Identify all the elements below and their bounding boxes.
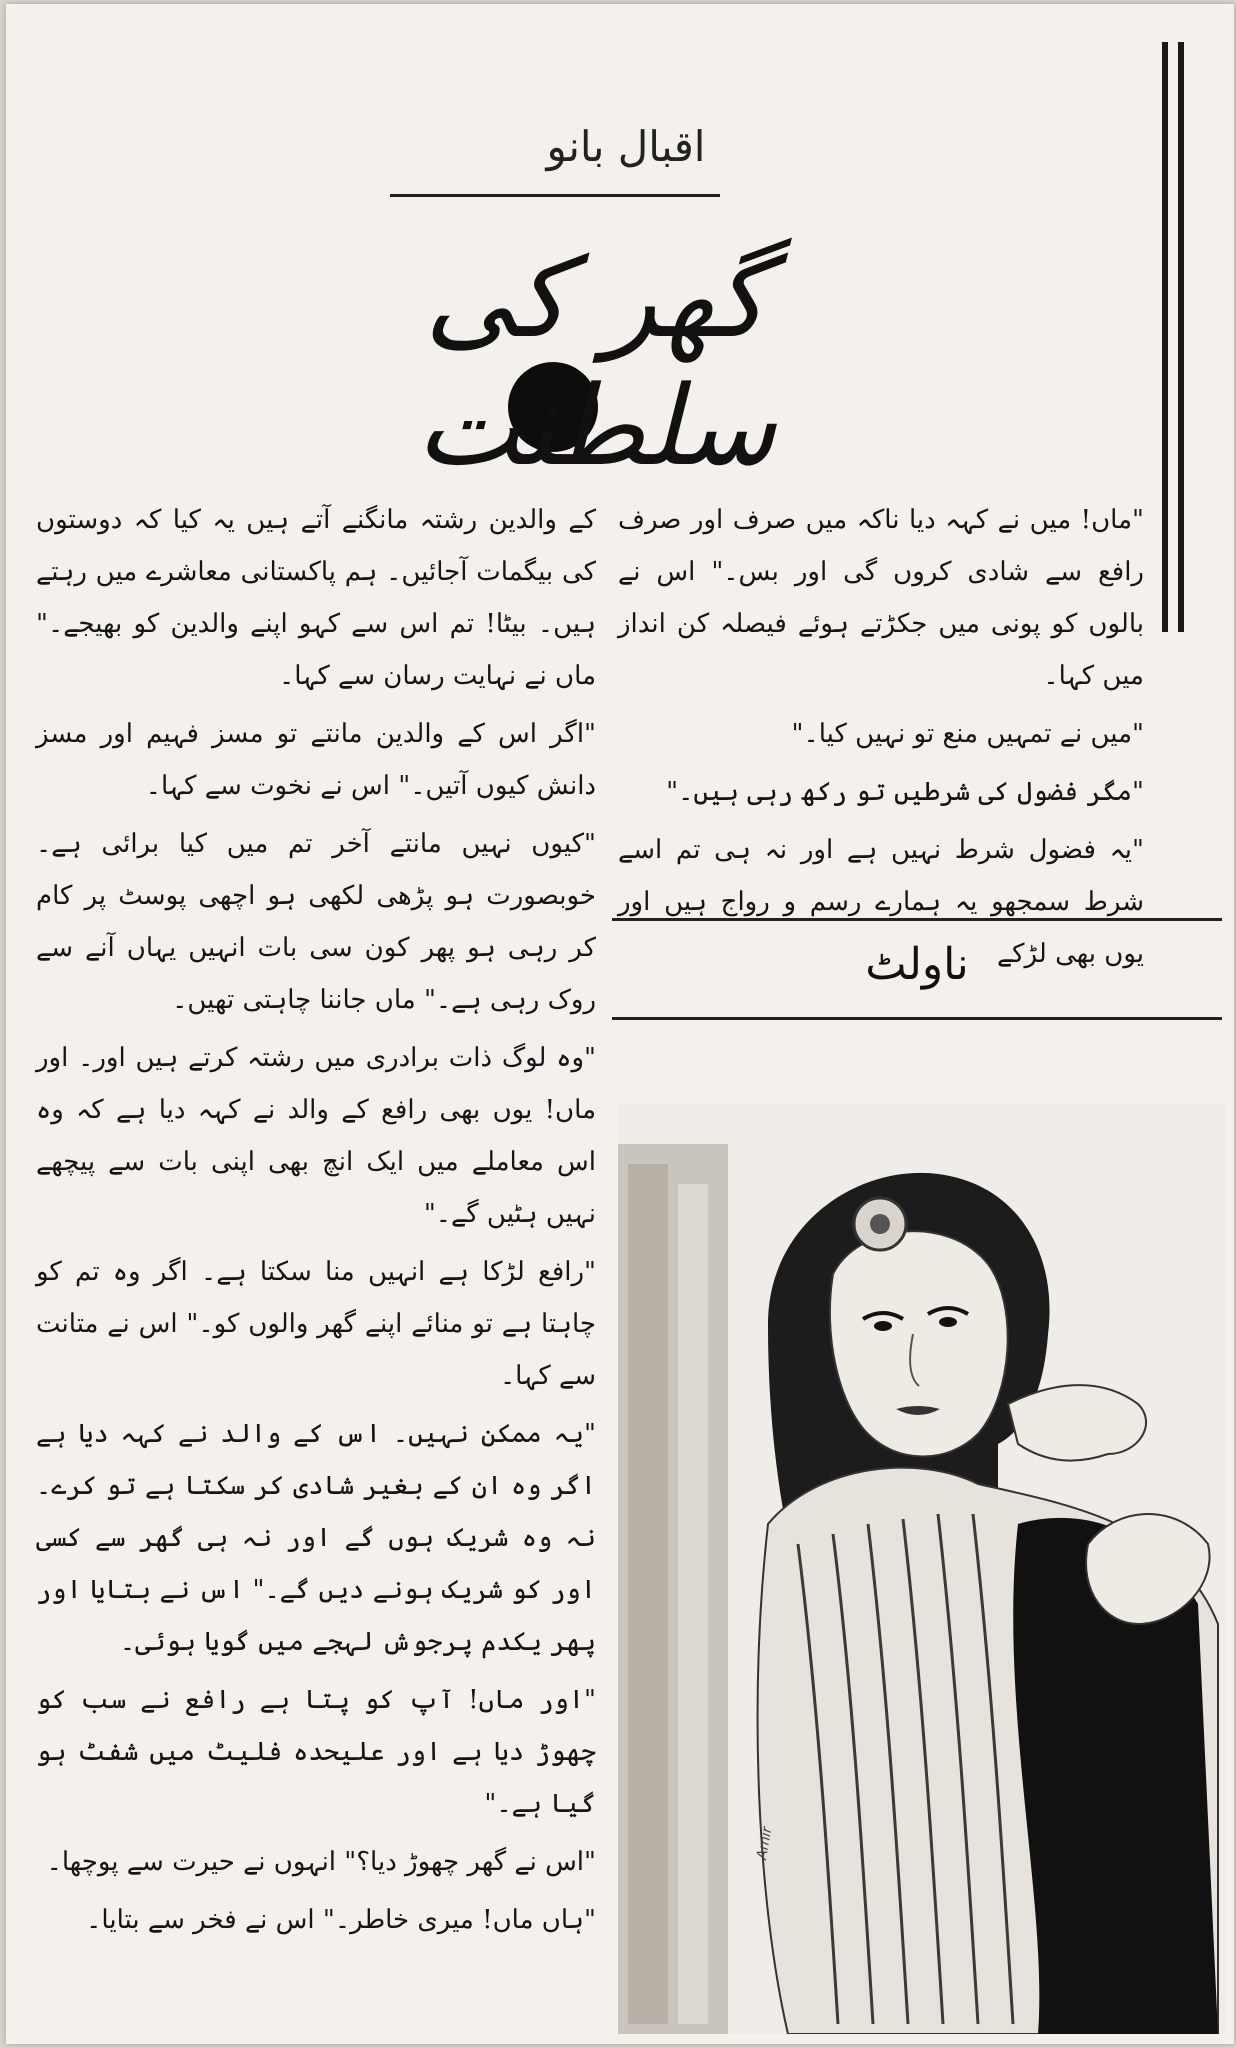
paragraph: "کیوں نہیں مانتے آخر تم میں کیا برائی ہے۔ خوبصورت ہو پڑھی لکھی ہو اچھی پوسٹ پر کام کر رہی ہو پھر کون سی بات انہیں یہاں آنے سے روک رہی ہے۔" ماں جاننا چاہتی تھیں۔ — [36, 829, 596, 1015]
paragraph: "مگر فضول کی شرطیں تو رکھ رہی ہیں۔" — [666, 777, 1144, 807]
right-text-column — [618, 494, 1144, 986]
author-name: اقبال بانو — [546, 122, 706, 171]
paragraph: "یہ ممکن نہیں۔ اس کے والد نے کہہ دیا ہے اگر وہ ان کے بغیر شادی کر سکتا ہے تو کرے۔ نہ وہ شریک ہوں گے اور نہ ہی گھر سے کسی اور کو شریک ہونے دیں گے۔" اس نے بتایا اور پھر یکدم پرجوش لہجے میں گویا ہوئی۔ — [36, 1419, 596, 1657]
paragraph: "اور ماں! آپ کو پتا ہے رافع نے سب کو چھوڑ دیا ہے اور علیحدہ فلیٹ میں شفٹ ہو گیا ہے۔" — [36, 1685, 596, 1819]
genre-tag: ناولٹ — [865, 939, 969, 990]
story-title-text: گھر کی سلطنت — [415, 234, 777, 490]
paragraph: "اگر اس کے والدین مانتے تو مسز فہیم اور مسز دانش کیوں آتیں۔" اس نے نخوت سے کہا۔ — [36, 719, 596, 801]
left-text-column — [36, 494, 596, 1952]
genre-tag-box — [612, 918, 1222, 1020]
paragraph: "اس نے گھر چھوڑ دیا؟" انہوں نے حیرت سے پوچھا۔ — [46, 1847, 596, 1877]
paragraph: "رافع لڑکا ہے انہیں منا سکتا ہے۔ اگر وہ تم کو چاہتا ہے تو منائے اپنے گھر والوں کو۔" اس نے متانت سے کہا۔ — [36, 1257, 596, 1391]
paragraph: "میں نے تمہیں منع تو نہیں کیا۔" — [791, 719, 1144, 749]
paragraph: "ہاں ماں! میری خاطر۔" اس نے فخر سے بتایا۔ — [86, 1905, 596, 1935]
artist-signature: Amir — [754, 1825, 776, 1861]
paragraph: "ماں! میں نے کہہ دیا ناکہ میں صرف اور صرف رافع سے شادی کروں گی اور بس۔" اس نے بالوں کو پونی میں جکڑتے ہوئے فیصلہ کن انداز میں کہا۔ — [618, 505, 1144, 691]
paragraph: کے والدین رشتہ مانگنے آتے ہیں یہ کیا کہ دوستوں کی بیگمات آجائیں۔ ہم پاکستانی معاشرے میں رہتے ہیں۔ بیٹا! تم اس سے کہو اپنے والدین کو بھیجے۔" ماں نے نہایت رسان سے کہا۔ — [36, 505, 596, 691]
magazine-page — [6, 4, 1234, 2044]
decorative-rule — [1162, 42, 1168, 632]
story-title — [336, 214, 856, 490]
paragraph: "وہ لوگ ذات برادری میں رشتہ کرتے ہیں اور۔ اور ماں! یوں بھی رافع کے والد نے کہہ دیا ہے کہ وہ اس معاملے میں ایک انچ بھی اپنی بات سے پیچھے نہیں ہٹیں گے۔" — [36, 1043, 596, 1229]
decorative-rule — [1178, 42, 1184, 632]
woman-portrait-illustration — [618, 1104, 1226, 2034]
author-divider — [390, 194, 720, 197]
paragraph: "یہ فضول شرط نہیں ہے اور نہ ہی تم اسے شرط سمجھو یہ ہمارے رسم و رواج ہیں اور یوں بھی لڑکے — [618, 835, 1144, 969]
